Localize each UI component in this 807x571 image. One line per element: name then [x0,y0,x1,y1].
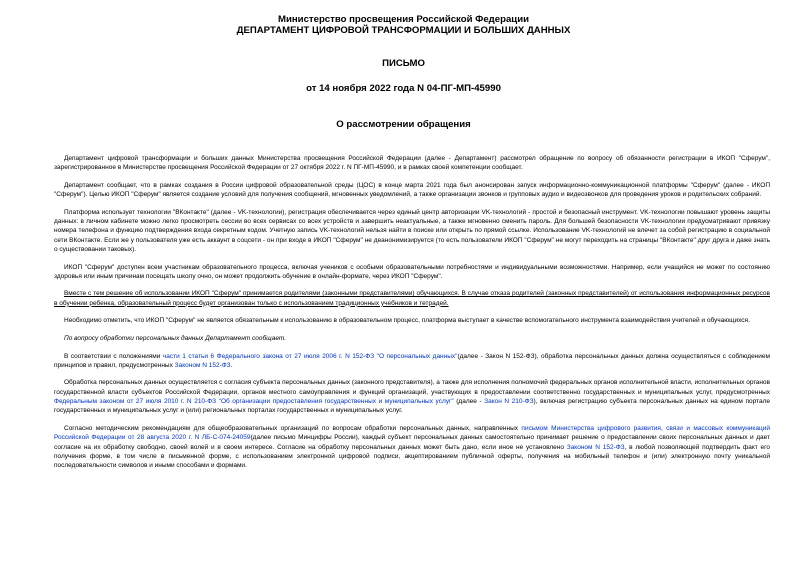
document-date-number: от 14 ноября 2022 года N 04-ПГ-МП-45990 [306,83,501,94]
text: , в любой позволяющей подтвердить факт его получения форме, в том числе в письменной форме, с использованием электронной цифровой подписи, акцептированием публичной оферты, получения на мобильный телефон и (или) электронную почту уникальной последовательности символов и иными способами и формами. [54,443,770,470]
text: . [230,361,233,369]
law-152-link[interactable]: Законом N 152-ФЗ [174,361,231,369]
law-210-short-link[interactable]: Закон N 210-ФЗ [484,398,534,406]
paragraph: Департамент сообщает, что в рамках создания в России цифровой образовательной среды (ЦОС) в конце марта 2021 года был анонсирован запуск информационно-коммуникационной платформы "Сферум" (далее - ИКОП "Сферум"). Целью ИКОП "Сферум" является создание условий для получения сообщений, мгновенных уведомлений, а также организации звонков и групповых аудио и видеозвонков для проведения уроков и родительских собраний. [54,181,770,199]
department-name: ДЕПАРТАМЕНТ ЦИФРОВОЙ ТРАНСФОРМАЦИИ И БОЛЬШИХ ДАННЫХ [236,25,571,36]
text: (далее письмо Минцифры России), каждый субъект персональных данных самостоятельно принимает решение о предоставлении своих персональных данных и дает согласие на их обработку свободно, своей волей и в своем интересе. Согласие на обработку персональных данных может быть дано, если иное не установлено [54,434,770,451]
law-152-link[interactable]: Законом N 152-ФЗ [566,443,625,451]
document-subject: О рассмотрении обращения [336,119,471,130]
text: Обработка персональных данных осуществляется с согласия субъекта персональных данных (законного представителя), а также для исполнения полномочий федеральных органов исполнительной власти, исполнительных органов государственной власти субъектов Российской Федерации, органов местного самоуправления и функций организаций, участвующих в предоставлении соответственно государственных и муниципальных услуг, предусмотренных [54,379,770,396]
paragraph [54,424,770,470]
paragraph: Платформа использует технологии "ВКонтакте" (далее - VK-технологии), регистрация обеспечивается через единый центр авторизации VK-технологий - простой и безопасный инструмент. VK-технологии повышают уровень защиты данных: в личном кабинете можно легко просмотреть сессии во всех сервисах со всех устройств и завершить неактуальные, а также мгновенно сменить пароль. Для большей безопасности VK-технологии предусматривают привязку номера телефона и функцию подтверждения входа секретным кодом. Учетную запись VK-технологий нельзя найти в поиске или открыть по прямой ссылке. Использование VK-технологий не влечет за собой регистрацию в социальной сети ВКонтакте. Если же у пользователя уже есть аккаунт в соцсети - он при входе в ИКОП "Сферум" не деанонимизируется (то есть пользователи ИКОП "Сферум" не могут переходить на страницы "ВКонтакте" друг друга и даже знать о существовании таковых). [54,208,770,253]
text: (далее - [453,398,485,406]
paragraph: Необходимо отметить, что ИКОП "Сферум" не является обязательным к использованию в образовательном процесс, платформа выступает в качестве вспомогательного инструмента взаимодействия учителей и обучающихся. [64,317,750,325]
paragraph [54,378,770,415]
paragraph: Департамент цифровой трансформации и больших данных Министерства просвещения Российской Федерации (далее - Департамент) рассмотрел обращение по вопросу об обязанности регистрации в ИКОП "Сферум", зарегистрированное в Министерстве просвещения Российской Федерации от 27 октября 2022 г. N ПГ-МП-45990, и в рамках своей компетенции сообщает. [54,155,770,172]
underlined-paragraph: Вместе с тем решение об использовании ИКОП "Сферум" принимается родителями (законными представителями) обучающихся. В случае отказа родителей (законных представителей) от использования информационных ресурсов в обучении ребенка, образовательный процесс будет организован только с использованием традиционных учебников и тетрадей. [54,290,770,307]
law-152-article-link[interactable]: части 1 статьи 6 Федерального закона от 27 июля 2006 г. N 152-ФЗ "О персональных данных" [162,352,458,360]
paragraph [54,352,770,371]
text: (далее - Закон N 152-ФЗ), обработка персональных данных должна осуществляться с соблюдением принципов и правил, предусмотренных [54,352,770,369]
document-header [0,0,807,130]
paragraph: ИКОП "Сферум" доступен всем участникам образовательного процесса, включая учеников с особыми образовательными потребностями и индивидуальными возможностями. Например, если учащийся не может по состоянию здоровья или иным причинам посещать школу очно, он может продолжить обучение в онлайн-формате, через ИКОП "Сферум". [54,263,770,280]
text: В соответствии с положениями [64,352,163,360]
text: ), включая регистрацию субъекта персональных данных на едином портале государственных и муниципальных услуг и (или) региональных порталах государственных и муниципальных услуг. [54,398,770,415]
mintsifry-letter-link[interactable]: письмом Министерства цифрового развития, связи и массовых коммуникаций Российской Федерации от 28 августа 2020 г. N ЛБ-С-074-24059 [54,424,770,442]
law-210-link[interactable]: Федеральным законом от 27 июля 2010 г. N 210-ФЗ "Об организации предоставления государственных и муниципальных услуг" [54,398,454,406]
italic-paragraph: По вопросу обработки персональных данных Департамент сообщает. [64,334,287,342]
ministry-name: Министерство просвещения Российской Федерации [278,14,529,25]
document-type: ПИСЬМО [382,58,425,69]
text: Согласно методическим рекомендациям для общеобразовательных организаций по вопросам обработки персональных данных, направленных [64,424,522,432]
document-body [54,154,770,479]
